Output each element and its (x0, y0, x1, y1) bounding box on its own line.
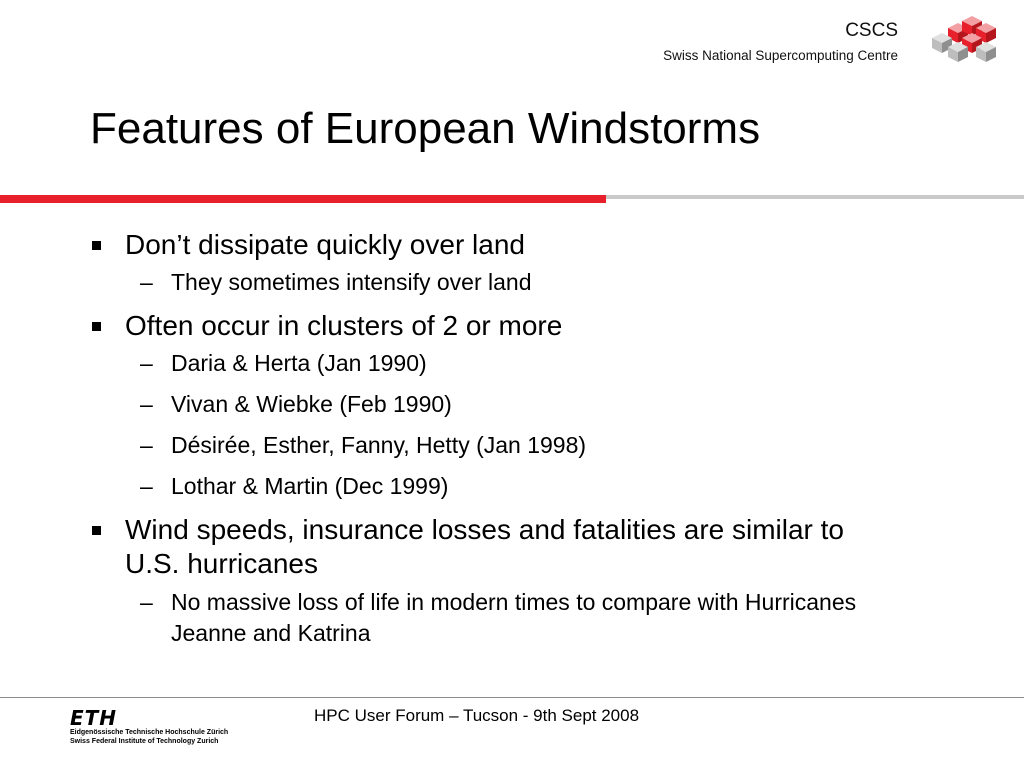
cscs-cubes-icon (922, 14, 1002, 70)
sub-item-text: Désirée, Esther, Fanny, Hetty (Jan 1998) (171, 432, 587, 458)
sub-list (0, 268, 1024, 297)
bullet-text: Wind speeds, insurance losses and fatalities are similar to U.S. hurricanes (125, 514, 845, 579)
sub-item-text: No massive loss of life in modern times to compare with Hurricanes Jeanne and Katrina (171, 589, 857, 646)
square-bullet-icon (92, 322, 101, 331)
bullet-item (0, 513, 885, 581)
eth-name-english: Swiss Federal Institute of Technology Zurich (70, 738, 219, 745)
title-rule-red (0, 195, 606, 203)
cscs-full-name: Swiss National Supercomputing Centre (663, 48, 898, 63)
square-bullet-icon (92, 241, 101, 250)
bullet-text: Don’t dissipate quickly over land (125, 229, 525, 260)
sub-item-text: Vivan & Wiebke (Feb 1990) (171, 391, 452, 417)
square-bullet-icon (92, 526, 101, 535)
eth-wordmark: ETH (70, 706, 118, 730)
sub-item-text: Daria & Herta (Jan 1990) (171, 350, 427, 376)
bullet-item (0, 228, 885, 262)
eth-name-german: Eidgenössische Technische Hochschule Zürich (70, 729, 229, 736)
dash-bullet-icon: – (140, 350, 153, 376)
slide-title: Features of European Windstorms (90, 104, 761, 153)
dash-bullet-icon: – (140, 391, 153, 417)
slide-content (0, 228, 1024, 659)
sub-item-text: Lothar & Martin (Dec 1999) (171, 473, 449, 499)
cscs-logo (663, 14, 1002, 74)
sub-item-text: They sometimes intensify over land (171, 269, 532, 295)
sub-item (0, 472, 891, 501)
footer-text: HPC User Forum – Tucson - 9th Sept 2008 (314, 706, 640, 725)
sub-item (0, 587, 891, 649)
dash-bullet-icon: – (140, 589, 153, 615)
sub-item (0, 268, 891, 297)
dash-bullet-icon: – (140, 432, 153, 458)
footer-rule (0, 697, 1024, 698)
sub-item (0, 431, 891, 460)
cscs-short-name: CSCS (845, 20, 898, 41)
bullet-item (0, 309, 885, 343)
bullet-text: Often occur in clusters of 2 or more (125, 310, 563, 341)
eth-logo (70, 708, 270, 752)
sub-list (0, 587, 1024, 649)
sub-item (0, 390, 891, 419)
dash-bullet-icon: – (140, 473, 153, 499)
sub-item (0, 349, 891, 378)
dash-bullet-icon: – (140, 269, 153, 295)
title-rule-grey (606, 195, 1024, 199)
sub-list (0, 349, 1024, 501)
